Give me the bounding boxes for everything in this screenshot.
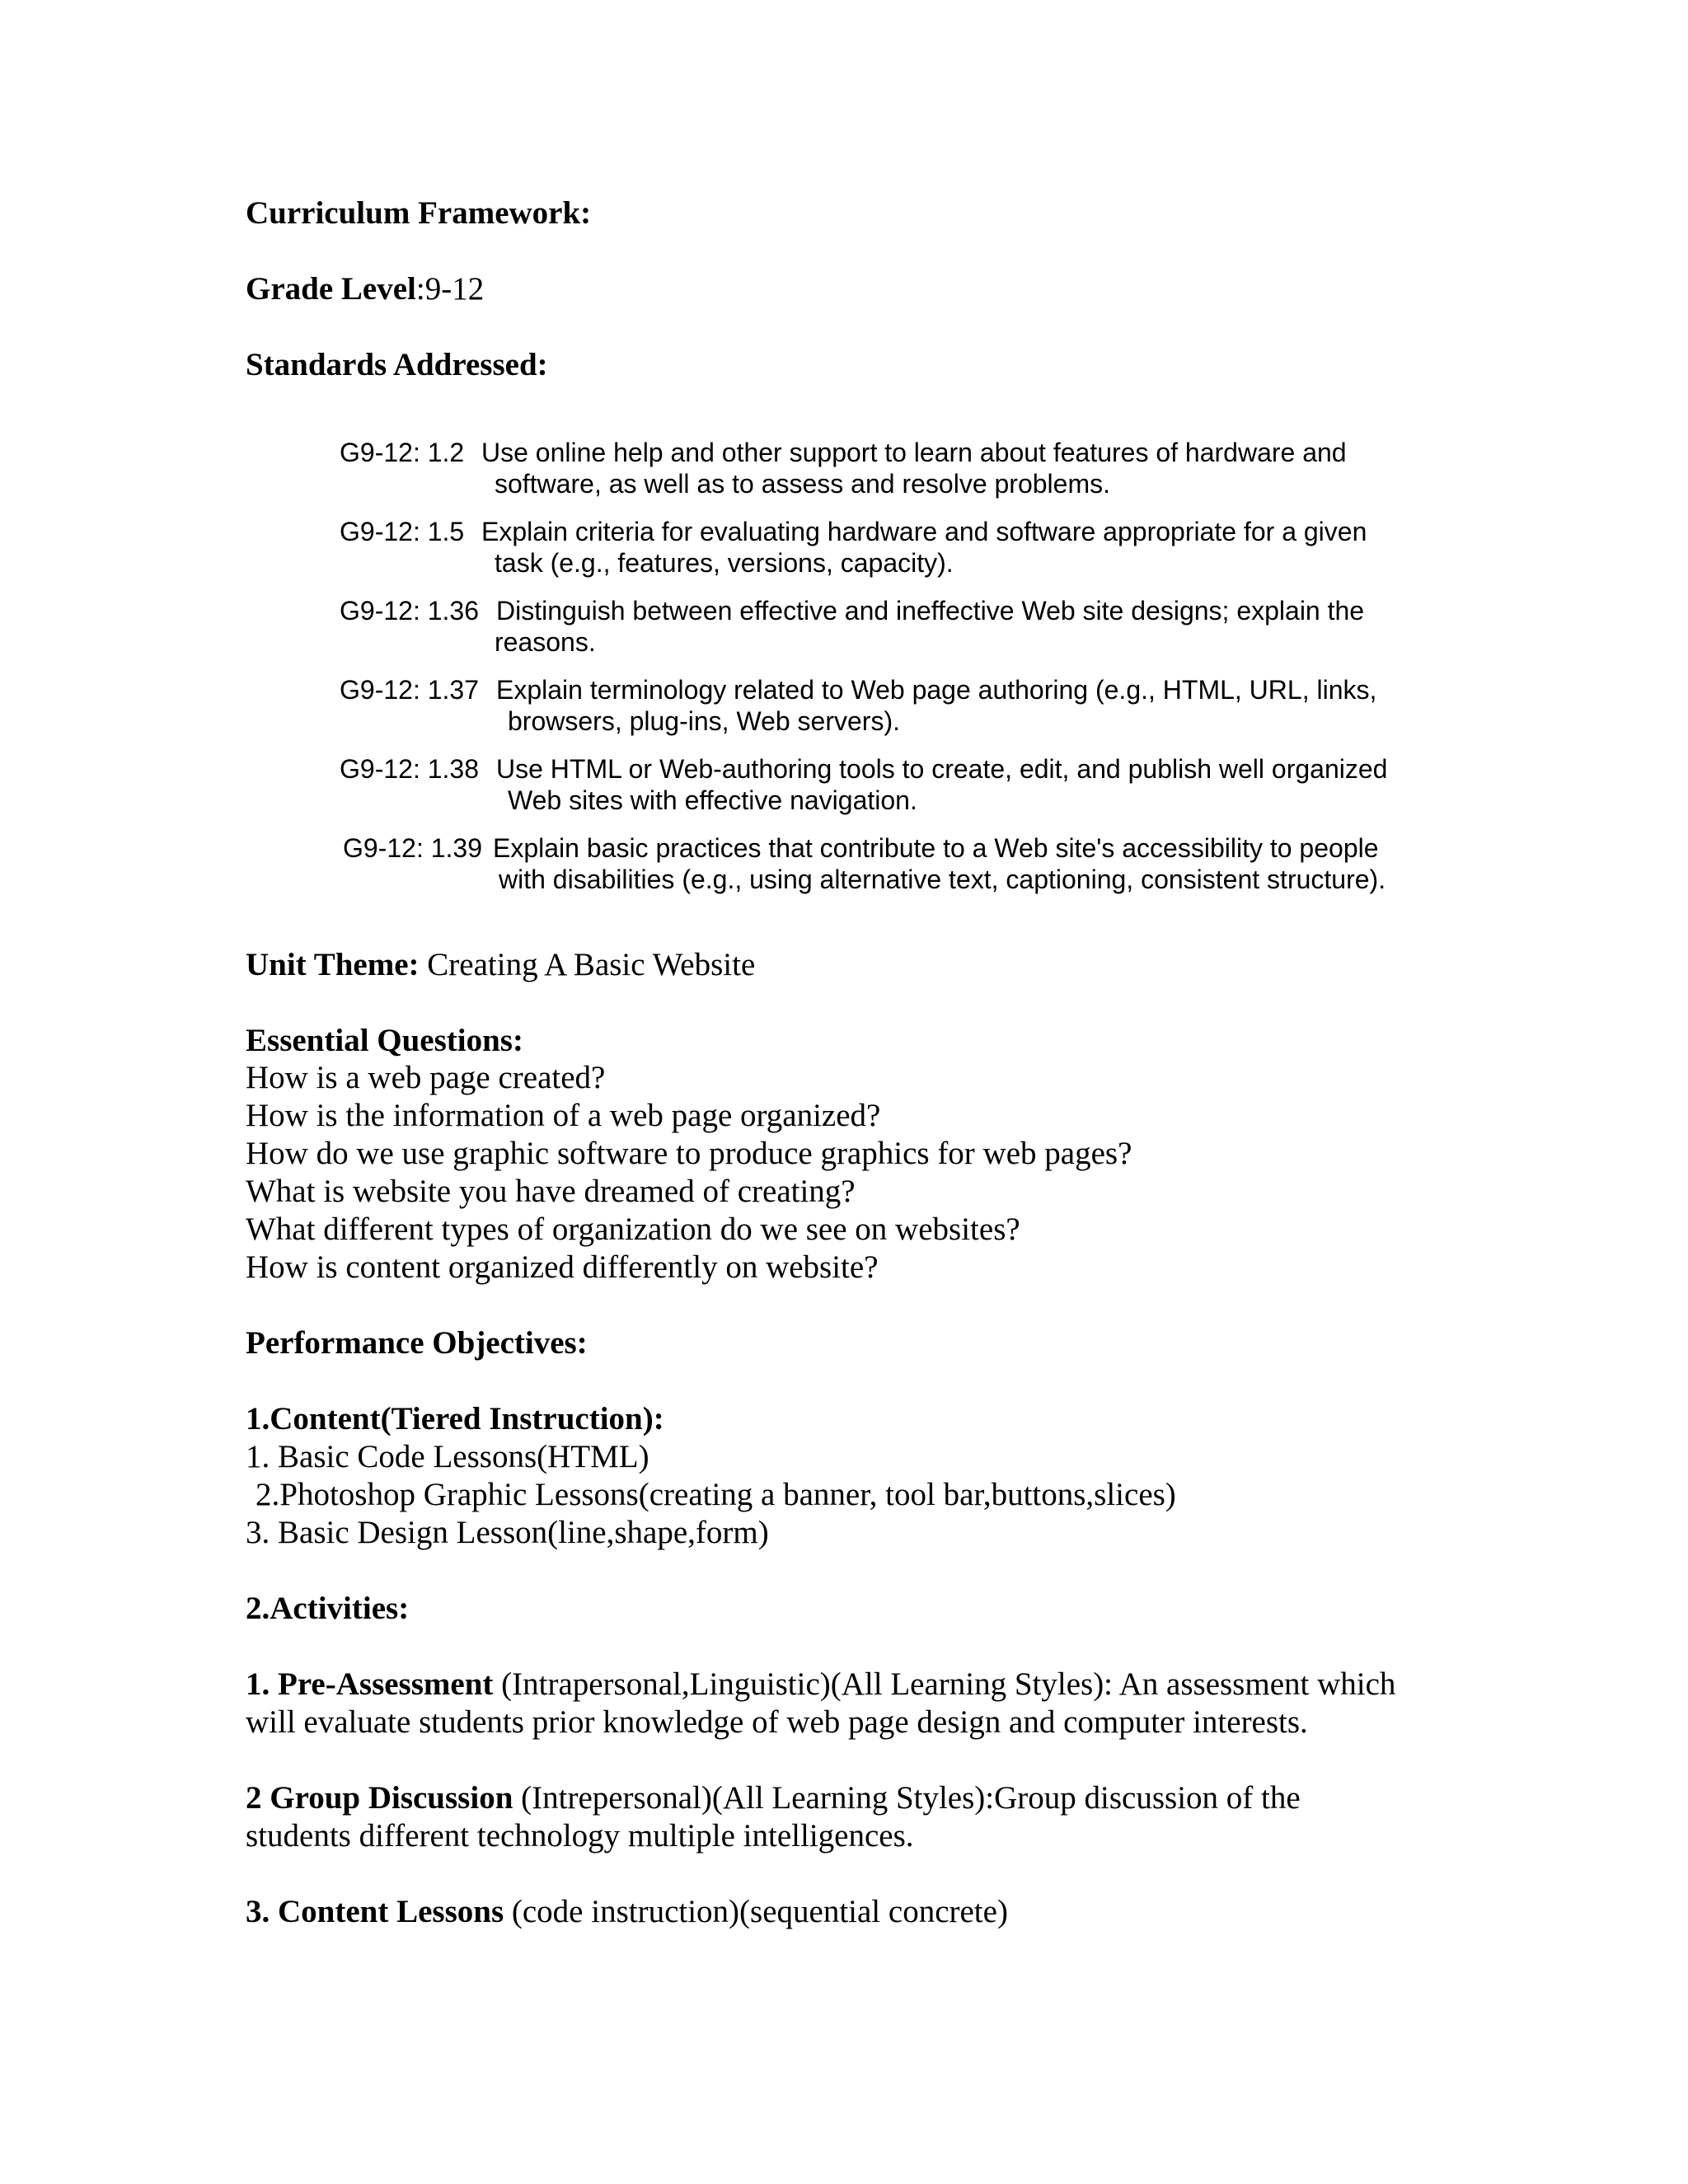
activity-description: (code instruction)(sequential concrete) <box>504 1894 1008 1929</box>
standard-code: G9-12: 1.39 <box>343 833 482 863</box>
question-item: How is the information of a web page organized? <box>246 1098 881 1133</box>
standard-text-line1: Explain criteria for evaluating hardware and software appropriate for a given <box>481 517 1367 546</box>
standard-code: G9-12: 1.2 <box>340 438 465 467</box>
standard-text-line2: browsers, plug-ins, Web servers). <box>508 706 900 736</box>
performance-objectives-label: Performance Objectives: <box>246 1325 588 1361</box>
activity-title: 3. Content Lessons <box>246 1894 504 1929</box>
unit-theme-line <box>246 946 755 984</box>
standard-code: G9-12: 1.5 <box>340 517 465 546</box>
standard-code: G9-12: 1.38 <box>340 754 479 784</box>
standard-text-line1: Use HTML or Web-authoring tools to create, edit, and publish well organized <box>496 754 1388 784</box>
standard-text-line1: Explain terminology related to Web page authoring (e.g., HTML, URL, links, <box>496 675 1377 705</box>
curriculum-framework-label: Curriculum Framework: <box>246 195 592 231</box>
standard-text-line2: with disabilities (e.g., using alternative text, captioning, consistent structure). <box>499 865 1386 894</box>
content-item: 3. Basic Design Lesson(line,shape,form) <box>246 1515 769 1550</box>
activity-item-line2: students different technology multiple intelligences. <box>246 1818 914 1854</box>
grade-level-line <box>246 270 484 308</box>
standard-text-line1: Distinguish between effective and ineffective Web site designs; explain the <box>496 596 1365 626</box>
activities-label: 2.Activities: <box>246 1591 410 1626</box>
standard-text-line1: Explain basic practices that contribute to a Web site's accessibility to people <box>493 833 1379 863</box>
activity-description: (Intrapersonal,Linguistic)(All Learning Styles): An assessment which <box>493 1666 1396 1702</box>
question-item: How is content organized differently on website? <box>246 1249 879 1285</box>
standard-text-line1: Use online help and other support to learn about features of hardware and <box>481 438 1347 467</box>
standard-code: G9-12: 1.37 <box>340 675 479 705</box>
activity-item-line2: will evaluate students prior knowledge of web page design and computer interests. <box>246 1704 1308 1740</box>
standards-addressed-label: Standards Addressed: <box>246 347 548 382</box>
standard-text-line2: software, as well as to assess and resolve problems. <box>495 469 1110 499</box>
question-item: What is website you have dreamed of creating? <box>246 1174 856 1209</box>
activity-title: 1. Pre-Assessment <box>246 1666 494 1702</box>
content-item: 1. Basic Code Lessons(HTML) <box>246 1439 649 1474</box>
standard-text-line2: task (e.g., features, versions, capacity). <box>495 548 954 578</box>
question-item: How do we use graphic software to produce graphics for web pages? <box>246 1136 1132 1171</box>
content-item: 2.Photoshop Graphic Lessons(creating a banner, tool bar,buttons,slices) <box>256 1477 1176 1512</box>
question-item: What different types of organization do we see on websites? <box>246 1212 1020 1247</box>
standard-text-line2: reasons. <box>495 627 596 657</box>
content-label: 1.Content(Tiered Instruction): <box>246 1401 664 1436</box>
activity-title: 2 Group Discussion <box>246 1780 513 1816</box>
activity-item-line1 <box>246 1666 1395 1704</box>
grade-level-value: :9-12 <box>415 271 485 307</box>
essential-questions-label: Essential Questions: <box>246 1023 523 1058</box>
activity-item-line1 <box>246 1779 1301 1817</box>
activity-description: (Intrepersonal)(All Learning Styles):Group discussion of the <box>513 1780 1301 1816</box>
activity-item-line1 <box>246 1893 1008 1931</box>
standard-code: G9-12: 1.36 <box>340 596 479 626</box>
unit-theme-value: Creating A Basic Website <box>427 947 756 982</box>
question-item: How is a web page created? <box>246 1060 606 1095</box>
unit-theme-label: Unit Theme: <box>246 947 420 982</box>
standard-text-line2: Web sites with effective navigation. <box>508 785 917 815</box>
grade-level-label: Grade Level <box>246 271 416 307</box>
